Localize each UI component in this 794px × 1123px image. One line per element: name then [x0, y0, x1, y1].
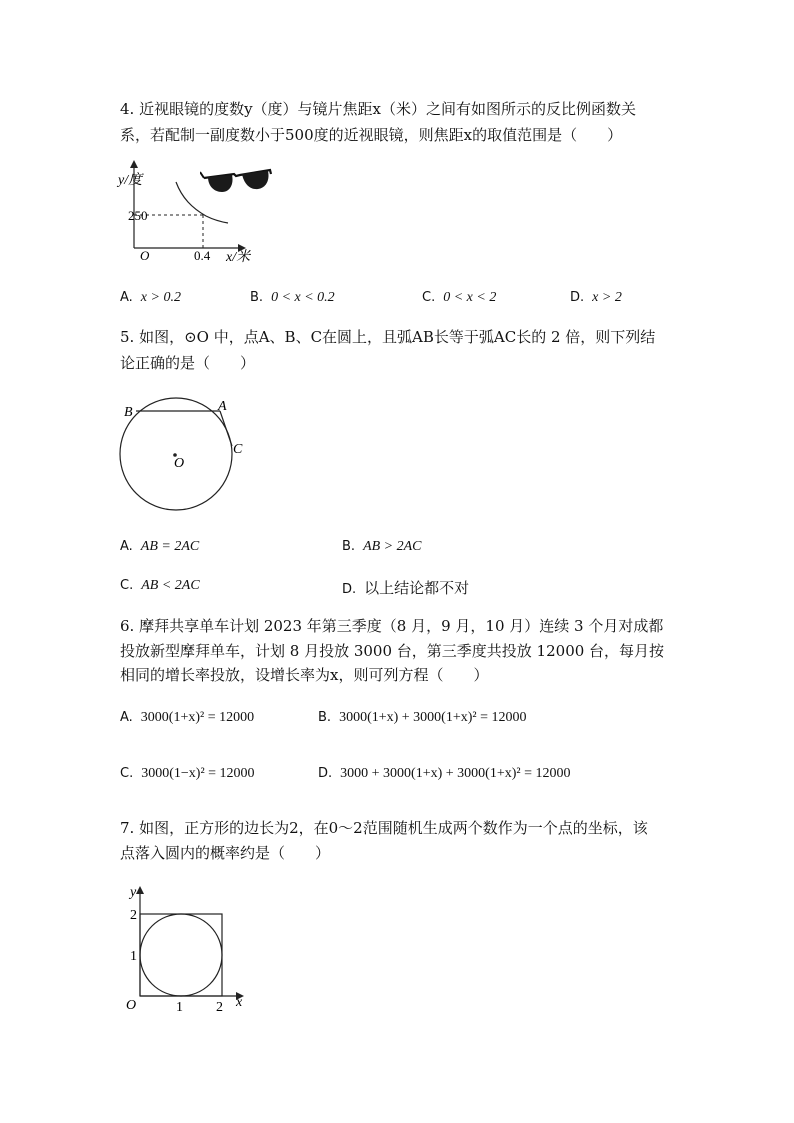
q6-option-d[interactable]: D. 3000 + 3000(1+x) + 3000(1+x)² = 12000: [318, 766, 571, 781]
q5-center-o: O: [174, 456, 185, 471]
q7-origin: O: [126, 998, 137, 1013]
q5-point-a: A: [218, 399, 227, 414]
q4-ytick: 250: [128, 208, 148, 223]
sunglasses-image: [200, 162, 276, 202]
q6-option-a[interactable]: A. 3000(1+x)² = 12000: [120, 710, 255, 725]
q5-point-b: B: [124, 405, 133, 420]
q6-option-b[interactable]: B. 3000(1+x) + 3000(1+x)² = 12000: [318, 710, 527, 725]
q7-square-circle-graph: [112, 882, 262, 1017]
q7-xtick-2: 2: [216, 1000, 223, 1015]
q4-option-c[interactable]: C. 0 < x < 2: [422, 290, 497, 305]
q5-text-line2: 论正确的是（ ）: [120, 354, 256, 372]
q6-text-line1: 6. 摩拜共享单车计划 2023 年第三季度（8 月，9 月，10 月）连续 3 个月对成都: [120, 617, 664, 635]
q5-circle-figure: [112, 392, 252, 516]
q4-text-line1: 4. 近视眼镜的度数y（度）与镜片焦距x（米）之间有如图所示的反比例函数关: [120, 100, 637, 118]
q4-origin: O: [140, 248, 150, 263]
q7-ytick-1: 1: [130, 949, 137, 964]
q7-ylabel: y: [130, 885, 137, 900]
q7-xlabel: x: [236, 995, 243, 1010]
q7-ytick-2: 2: [130, 908, 137, 923]
q5-option-d[interactable]: D. 以上结论都不对: [342, 579, 470, 597]
q4-option-b[interactable]: B. 0 < x < 0.2: [250, 290, 335, 305]
q7-xtick-1: 1: [176, 1000, 183, 1015]
q6-text-line3: 相同的增长率投放，设增长率为x，则可列方程（ ）: [120, 666, 489, 684]
q7-text-line1: 7. 如图，正方形的边长为2，在0～2范围随机生成两个数作为一个点的坐标，该: [120, 819, 648, 837]
q5-option-b[interactable]: B. AB > 2AC: [342, 539, 422, 554]
q4-xlabel: x/米: [226, 250, 251, 265]
q4-text-line2: 系，若配制一副度数小于500度的近视眼镜，则焦距x的取值范围是（ ）: [120, 126, 623, 144]
q5-option-a[interactable]: A. AB = 2AC: [120, 539, 200, 554]
q4-option-d[interactable]: D. x > 2: [570, 290, 622, 305]
q6-text-line2: 投放新型摩拜单车，计划 8 月投放 3000 台，第三季度共投放 12000 台，每月按: [120, 642, 665, 660]
q6-option-c[interactable]: C. 3000(1−x)² = 12000: [120, 766, 255, 781]
q5-text-line1: 5. 如图，⊙O 中，点A、B、C在圆上，且弧AB长等于弧AC长的 2 倍，则下列结: [120, 328, 656, 346]
q7-text-line2: 点落入圆内的概率约是（ ）: [120, 844, 331, 862]
q5-option-c[interactable]: C. AB < 2AC: [120, 578, 200, 593]
q5-point-c: C: [233, 442, 243, 457]
q4-ylabel: y/度: [118, 173, 143, 188]
q4-xtick: 0.4: [194, 248, 211, 263]
q4-option-a[interactable]: A. x > 0.2: [120, 290, 181, 305]
